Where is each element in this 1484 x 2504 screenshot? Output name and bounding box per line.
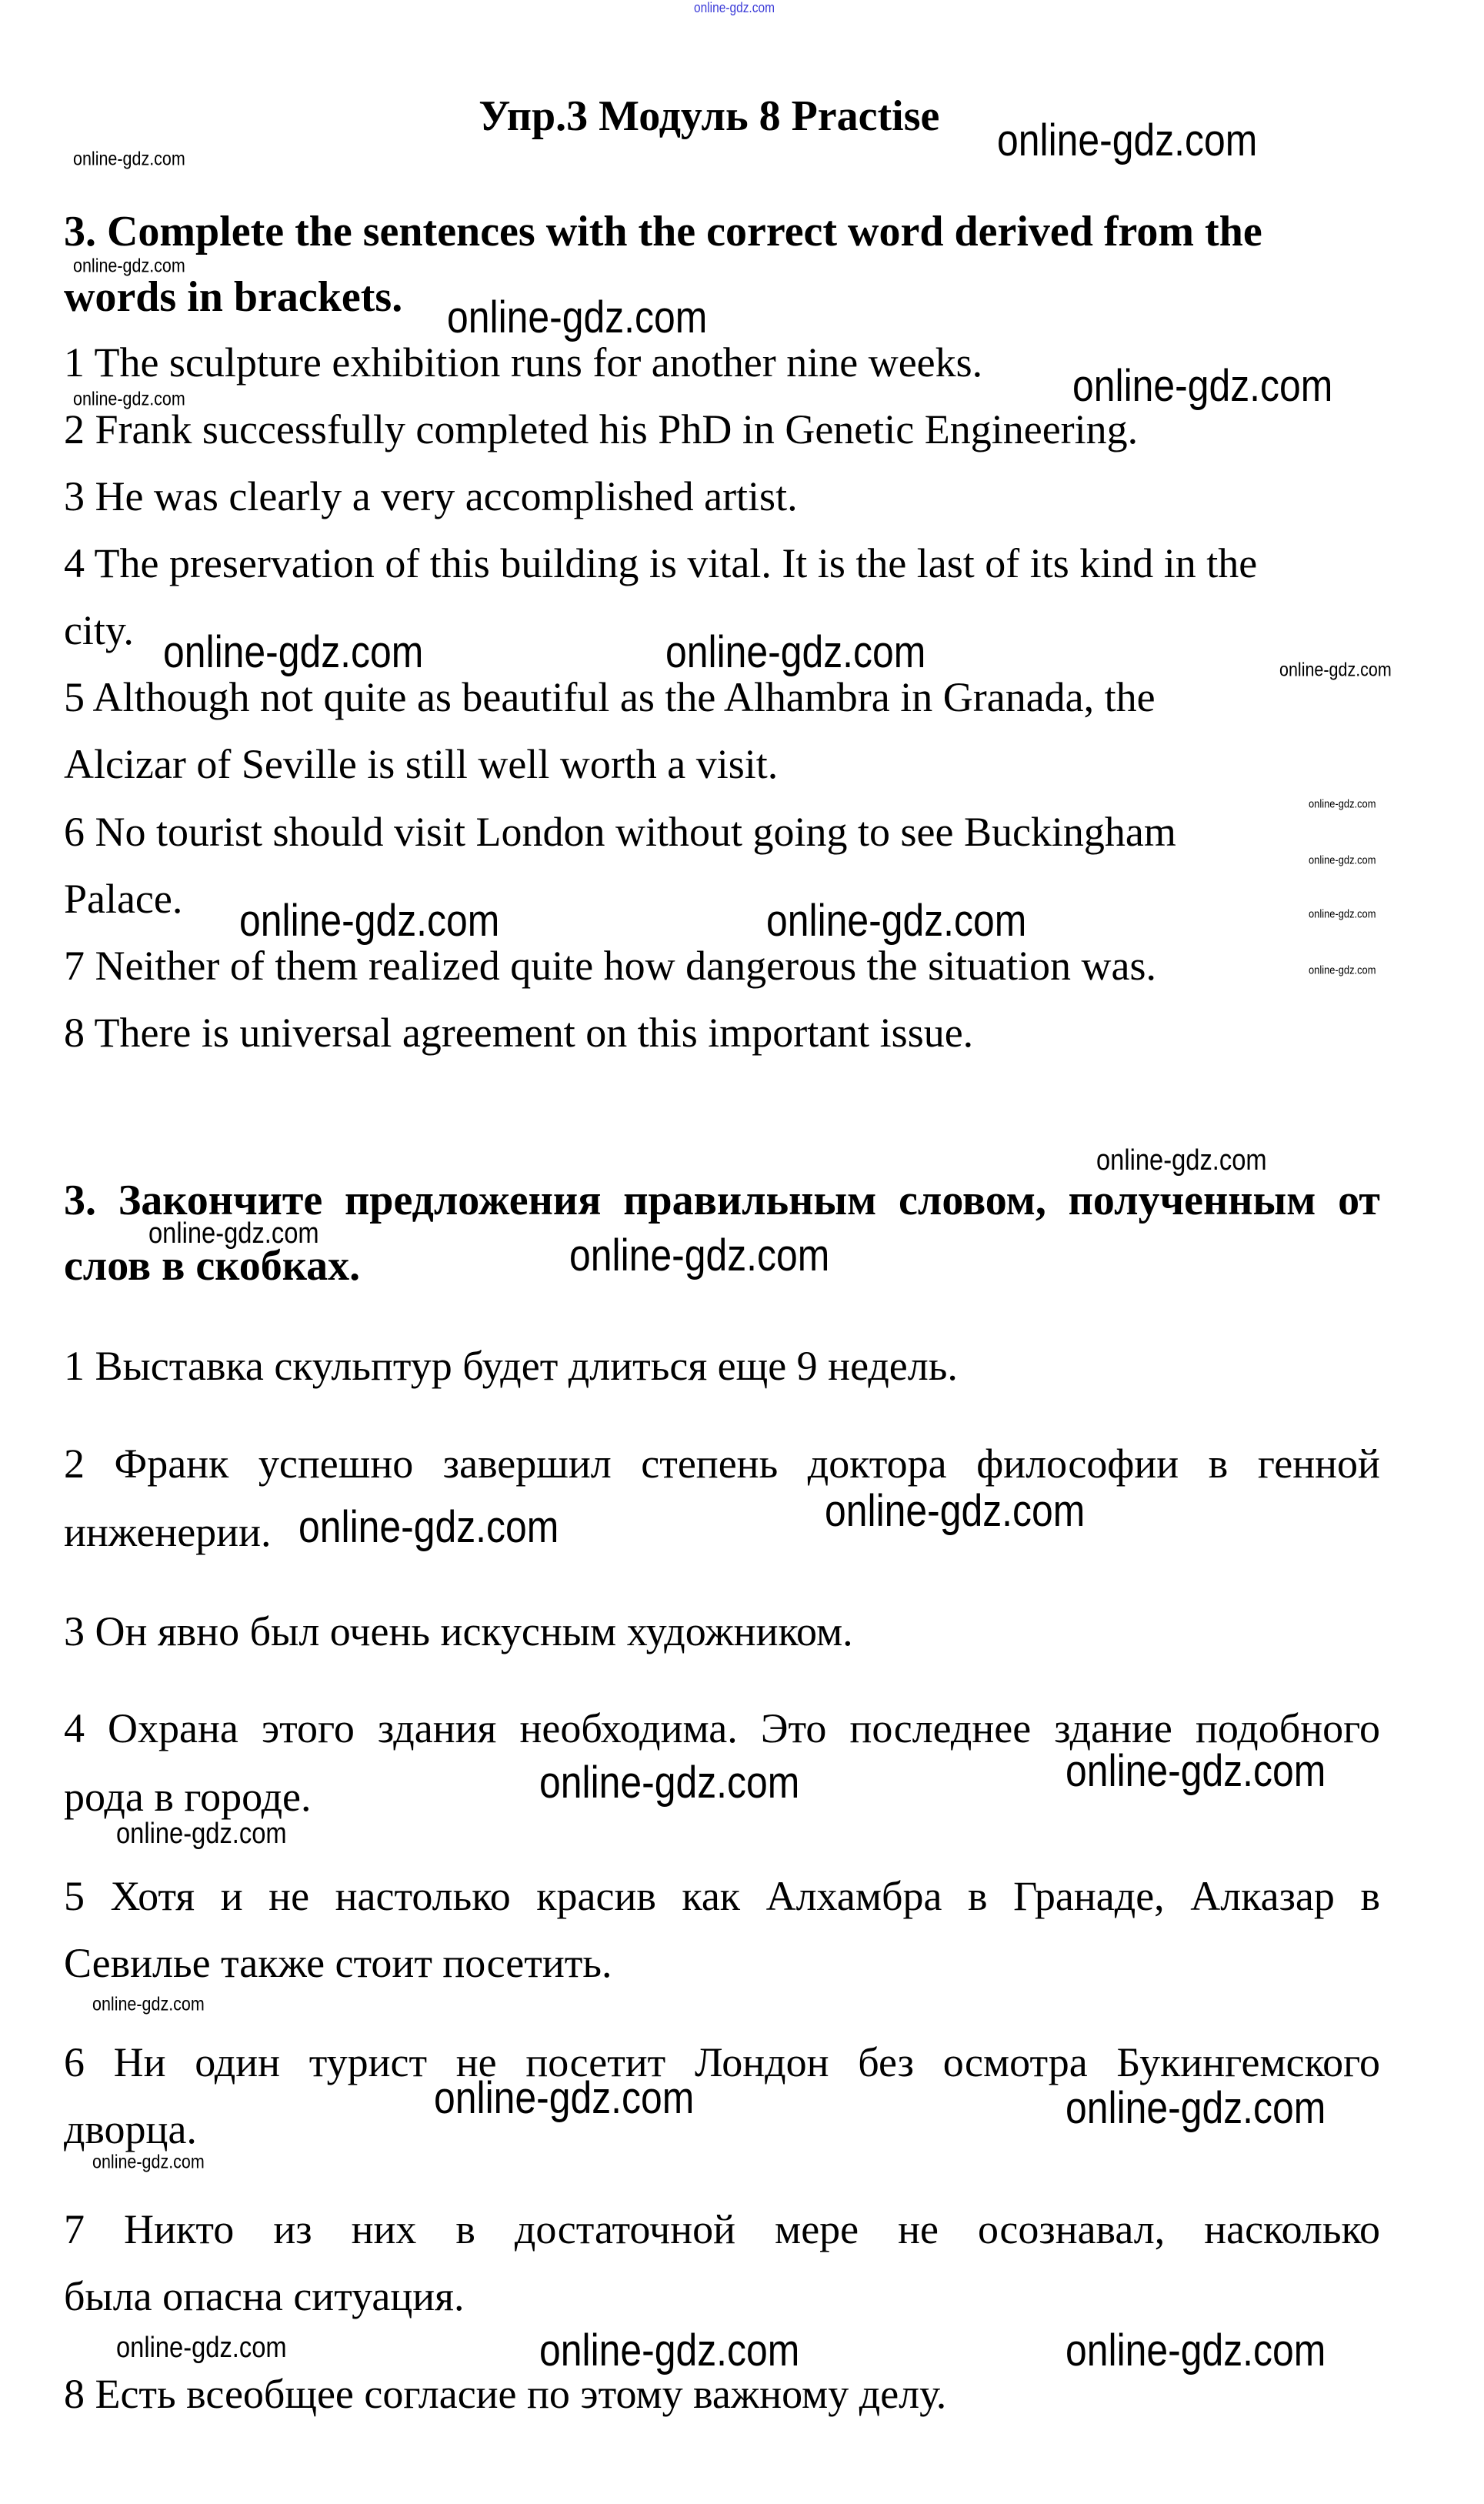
exercise-heading-en: 3. Complete the sentences with the correct word derived from the [63,207,1262,255]
sentence-line-ru: 1 Выставка скульптур будет длиться еще 9 недель. [63,1343,958,1390]
watermark: online-gdz.com [1065,1746,1326,1797]
sentence-line-en: Alcizar of Seville is still well worth a visit. [63,741,779,788]
watermark: online-gdz.com [1072,360,1332,411]
sentence-line-en: 8 There is universal agreement on this important issue. [63,1009,974,1056]
watermark: online-gdz.com [92,2151,205,2173]
watermark: online-gdz.com [997,115,1258,165]
watermark: online-gdz.com [569,1230,830,1281]
watermark: online-gdz.com [1279,659,1392,681]
watermark: online-gdz.com [239,895,500,946]
watermark: online-gdz.com [116,2331,288,2364]
sentence-line-en: 3 He was clearly a very accomplished artist. [63,473,798,519]
watermark: online-gdz.com [1308,853,1376,867]
exercise-heading-en: words in brackets. [63,272,403,321]
watermark: online-gdz.com [73,148,186,170]
sentence-line-ru: 3 Он явно был очень искусным художником. [63,1608,853,1654]
sentence-line-ru: 2 Франк успешно завершил степень доктора философии в генной [63,1440,1380,1487]
watermark: online-gdz.com [665,627,926,678]
watermark: online-gdz.com [1065,2082,1326,2133]
sentence-line-ru: Севилье также стоит посетить. [63,1940,612,1987]
watermark: online-gdz.com [1308,907,1376,921]
sentence-line-ru: 4 Охрана этого здания необходима. Это последнее здание подобного [63,1705,1380,1752]
sentence-line-en: 6 No tourist should visit London without going to see Buckingham [63,808,1176,855]
watermark: online-gdz.com [539,2325,800,2375]
watermark: online-gdz.com [1095,1143,1267,1177]
sentence-line-ru: 7 Никто из них в достаточной мере не осознавал, насколько [63,2206,1380,2253]
sentence-line-ru: рода в городе. [63,1774,312,1821]
sentence-line-en: 5 Although not quite as beautiful as the Alhambra in Granada, the [63,674,1156,721]
sentence-line-ru: инженерии. [63,1509,272,1556]
sentence-line-en: 7 Neither of them realized quite how dangerous the situation was. [63,942,1157,989]
sentence-line-ru: 5 Хотя и не настолько красив как Алхамбра в Гранаде, Алказар в [63,1872,1380,1919]
page-title: Упр.3 Модуль 8 Practise [479,92,940,141]
watermark: online-gdz.com [73,255,186,277]
watermark: online-gdz.com [116,1818,288,1851]
sentence-line-en: Palace. [63,875,183,922]
watermark: online-gdz.com [446,292,707,342]
watermark: online-gdz.com [298,1501,559,1552]
sentence-line-ru: была опасна ситуация. [63,2273,465,2320]
watermark: online-gdz.com [1065,2325,1326,2375]
exercise-heading-ru: 3. Закончите предложения правильным словом, полученным от [63,1176,1380,1224]
sentence-line-en: 4 The preservation of this building is vital. It is the last of its kind in the [63,540,1258,587]
watermark: online-gdz.com [1308,963,1376,977]
sentence-line-ru: дворца. [63,2105,197,2152]
watermark: online-gdz.com [825,1486,1085,1537]
watermark: online-gdz.com [73,388,186,409]
watermark: online-gdz.com [765,895,1026,946]
sentence-line-en: 2 Frank successfully completed his PhD in Genetic Engineering. [63,406,1139,452]
watermark: online-gdz.com [1308,797,1376,811]
watermark: online-gdz.com [148,1217,319,1250]
watermark: online-gdz.com [92,1993,205,2015]
sentence-line-ru: 8 Есть всеобщее согласие по этому важному делу. [63,2371,947,2417]
exercise-heading-ru: слов в скобках. [63,1241,361,1290]
sentence-line-ru: 6 Ни один турист не посетит Лондон без осмотра Букингемского [63,2038,1380,2085]
sentence-line-en: 1 The sculpture exhibition runs for another nine weeks. [63,339,983,386]
watermark: online-gdz.com [694,0,775,16]
sentence-line-en: city. [63,607,134,654]
watermark: online-gdz.com [162,627,423,678]
watermark: online-gdz.com [539,1757,800,1808]
watermark: online-gdz.com [434,2073,695,2124]
